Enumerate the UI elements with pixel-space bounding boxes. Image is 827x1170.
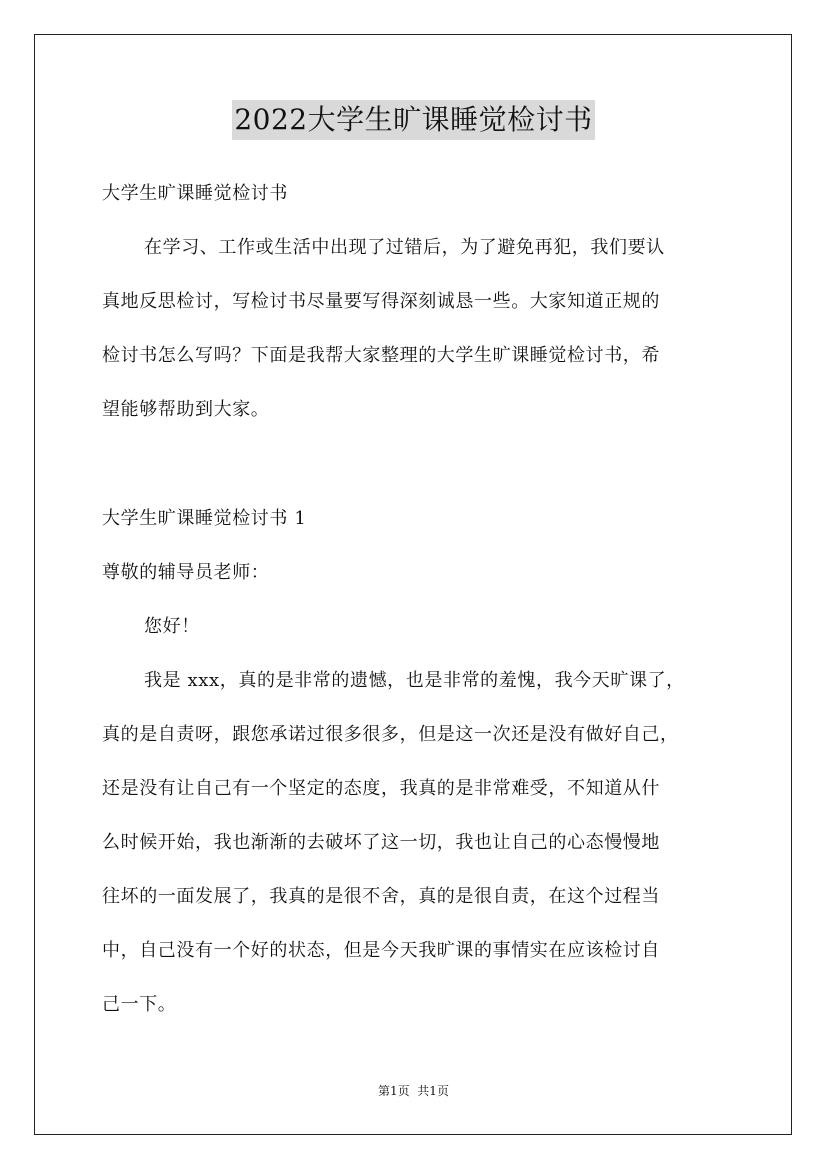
body-line: 真的是自责呀，跟您承诺过很多很多，但是这一次还是没有做好自己， (102, 724, 679, 745)
body-line: 我是 xxx，真的是非常的遗憾，也是非常的羞愧，我今天旷课了， (144, 670, 685, 691)
body-line: 己一下。 (102, 994, 177, 1015)
document-title: 2022大学生旷课睡觉检讨书 (232, 100, 594, 140)
body-line: 往坏的一面发展了，我真的是很不舍，真的是很自责，在这个过程当 (102, 886, 660, 907)
salutation: 尊敬的辅导员老师： (102, 562, 270, 583)
body-line: 么时候开始，我也渐渐的去破坏了这一切，我也让自己的心态慢慢地 (102, 832, 660, 853)
subtitle: 大学生旷课睡觉检讨书 (102, 183, 288, 204)
intro-line: 真地反思检讨，写检讨书尽量要写得深刻诚恳一些。大家知道正规的 (102, 291, 660, 312)
section-heading: 大学生旷课睡觉检讨书 1 (102, 508, 307, 529)
intro-line: 在学习、工作或生活中出现了过错后，为了避免再犯，我们要认 (144, 237, 665, 258)
intro-line: 检讨书怎么写吗？下面是我帮大家整理的大学生旷课睡觉检讨书，希 (102, 345, 660, 366)
body-line: 中，自己没有一个好的状态，但是今天我旷课的事情实在应该检讨自 (102, 940, 660, 961)
intro-line: 望能够帮助到大家。 (102, 399, 270, 420)
title-container (0, 100, 827, 140)
greeting: 您好！ (144, 616, 200, 637)
page-number: 第1页 共1页 (378, 1084, 449, 1098)
body-line: 还是没有让自己有一个坚定的态度，我真的是非常难受，不知道从什 (102, 778, 660, 799)
